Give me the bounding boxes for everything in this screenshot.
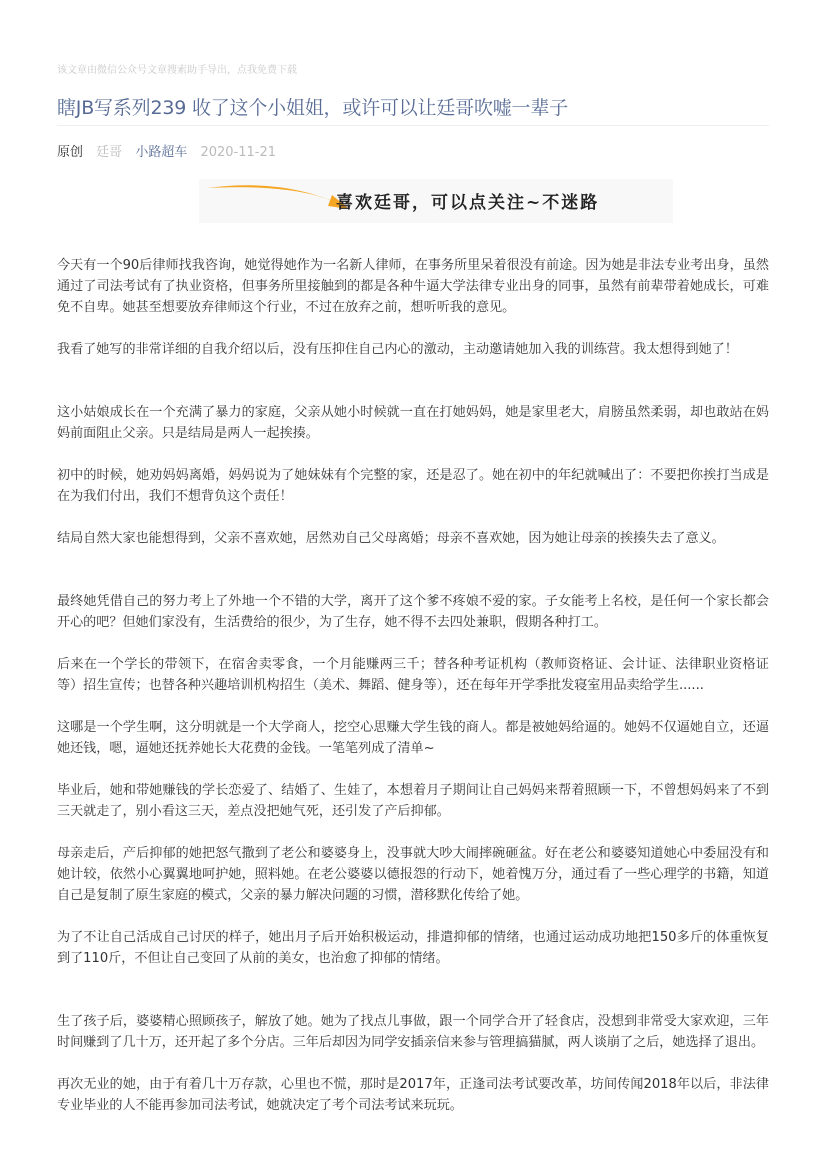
paragraph: 最终她凭借自己的努力考上了外地一个不错的大学，离开了这个爹不疼娘不爱的家。子女能考上名校，是任何一个家长都会开心的吧？但她们家没有，生活费给的很少，为了生存，她不得不去四处兼职，假期各种打工。	[57, 594, 769, 630]
paragraph: 母亲走后，产后抑郁的她把怒气撒到了老公和婆婆身上，没事就大吵大闹摔碗砸盆。好在老公和婆婆知道她心中委屈没有和她计较，依然小心翼翼地呵护她，照料她。在老公婆婆以德报怨的行动下，她着愧万分，通过看了一些心理学的书籍，知道自己是复制了原生家庭的模式，父亲的暴力解决问题的习惯，潜移默化传给了她。	[57, 846, 769, 903]
paragraph: 毕业后，她和带她赚钱的学长恋爱了、结婚了、生娃了，本想着月子期间让自己妈妈来帮着照顾一下，不曾想妈妈来了不到三天就走了，别小看这三天，差点没把她气死，还引发了产后抑郁。	[57, 783, 769, 819]
paragraph: 初中的时候，她劝妈妈离婚，妈妈说为了她妹妹有个完整的家，还是忍了。她在初中的年纪就喊出了：不要把你挨打当成是在为我们付出，我们不想背负这个责任！	[57, 468, 769, 504]
banner-text: 喜欢廷哥，可以点关注~不迷路	[336, 193, 600, 213]
article-body	[57, 255, 769, 1116]
title-divider	[57, 125, 769, 126]
paragraph: 今天有一个90后律师找我咨询，她觉得她作为一名新人律师，在事务所里呆着很没有前途。因为她是非法专业考出身，虽然通过了司法考试有了执业资格，但事务所里接触到的都是各种牛逼大学法律专业出身的同事，虽然有前辈带着她成长，可难免不自卑。她甚至想要放弃律师这个行业，不过在放弃之前，想听听我的意见。	[57, 258, 769, 315]
account-name-link[interactable]: 小路超车	[135, 145, 188, 160]
article-meta	[57, 141, 285, 160]
paragraph: 结局自然大家也能想得到，父亲不喜欢她，居然劝自己父母离婚；母亲不喜欢她，因为她让母亲的挨揍失去了意义。	[57, 531, 725, 546]
publish-date: 2020-11-21	[200, 145, 277, 160]
paragraph: 为了不让自己活成自己讨厌的样子，她出月子后开始积极运动，排遣抑郁的情绪，也通过运动成功地把150多斤的体重恢复到了110斤，不但让自己变回了从前的美女，也治愈了抑郁的情绪。	[57, 930, 769, 966]
original-label: 原创	[57, 145, 84, 160]
paragraph: 生了孩子后，婆婆精心照顾孩子，解放了她。她为了找点儿事做，跟一个同学合开了轻食店，没想到非常受大家欢迎，三年时间赚到了几十万，还开起了多个分店。三年后却因为同学安插亲信来参与管理搞猫腻，两人谈崩了之后，她选择了退出。	[57, 1014, 769, 1050]
paragraph: 这小姑娘成长在一个充满了暴力的家庭，父亲从她小时候就一直在打她妈妈，她是家里老大，肩膀虽然柔弱，却也敢站在妈妈前面阻止父亲。只是结局是两人一起挨揍。	[57, 405, 769, 441]
follow-banner	[199, 179, 673, 223]
author-name: 廷哥	[96, 145, 123, 160]
paragraph: 再次无业的她，由于有着几十万存款，心里也不慌，那时是2017年，正逢司法考试要改革，坊间传闻2018年以后，非法律专业毕业的人不能再参加司法考试，她就决定了考个司法考试来玩玩。	[57, 1077, 769, 1113]
paragraph: 这哪是一个学生啊，这分明就是一个大学商人，挖空心思赚大学生钱的商人。都是被她妈给逼的。她妈不仅逼她自立，还逼她还钱，嗯，逼她还抚养她长大花费的金钱。一笔笔列成了清单~	[57, 720, 769, 756]
article-title: 瞎JB写系列239 收了这个小姐姐，或许可以让廷哥吹嘘一辈子	[57, 97, 568, 119]
paragraph: 后来在一个学长的带领下，在宿舍卖零食，一个月能赚两三千；替各种考证机构（教师资格证、会计证、法律职业资格证等）招生宣传；也替各种兴趣培训机构招生（美术、舞蹈、健身等），还在每年开学季批发寝室用品卖给学生......	[57, 657, 769, 693]
export-notice-link[interactable]: 该文章由微信公众号文章搜索助手导出，点我免费下载	[57, 65, 297, 76]
paragraph: 我看了她写的非常详细的自我介绍以后，没有压抑住自己内心的激动，主动邀请她加入我的训练营。我太想得到她了！	[57, 342, 738, 357]
